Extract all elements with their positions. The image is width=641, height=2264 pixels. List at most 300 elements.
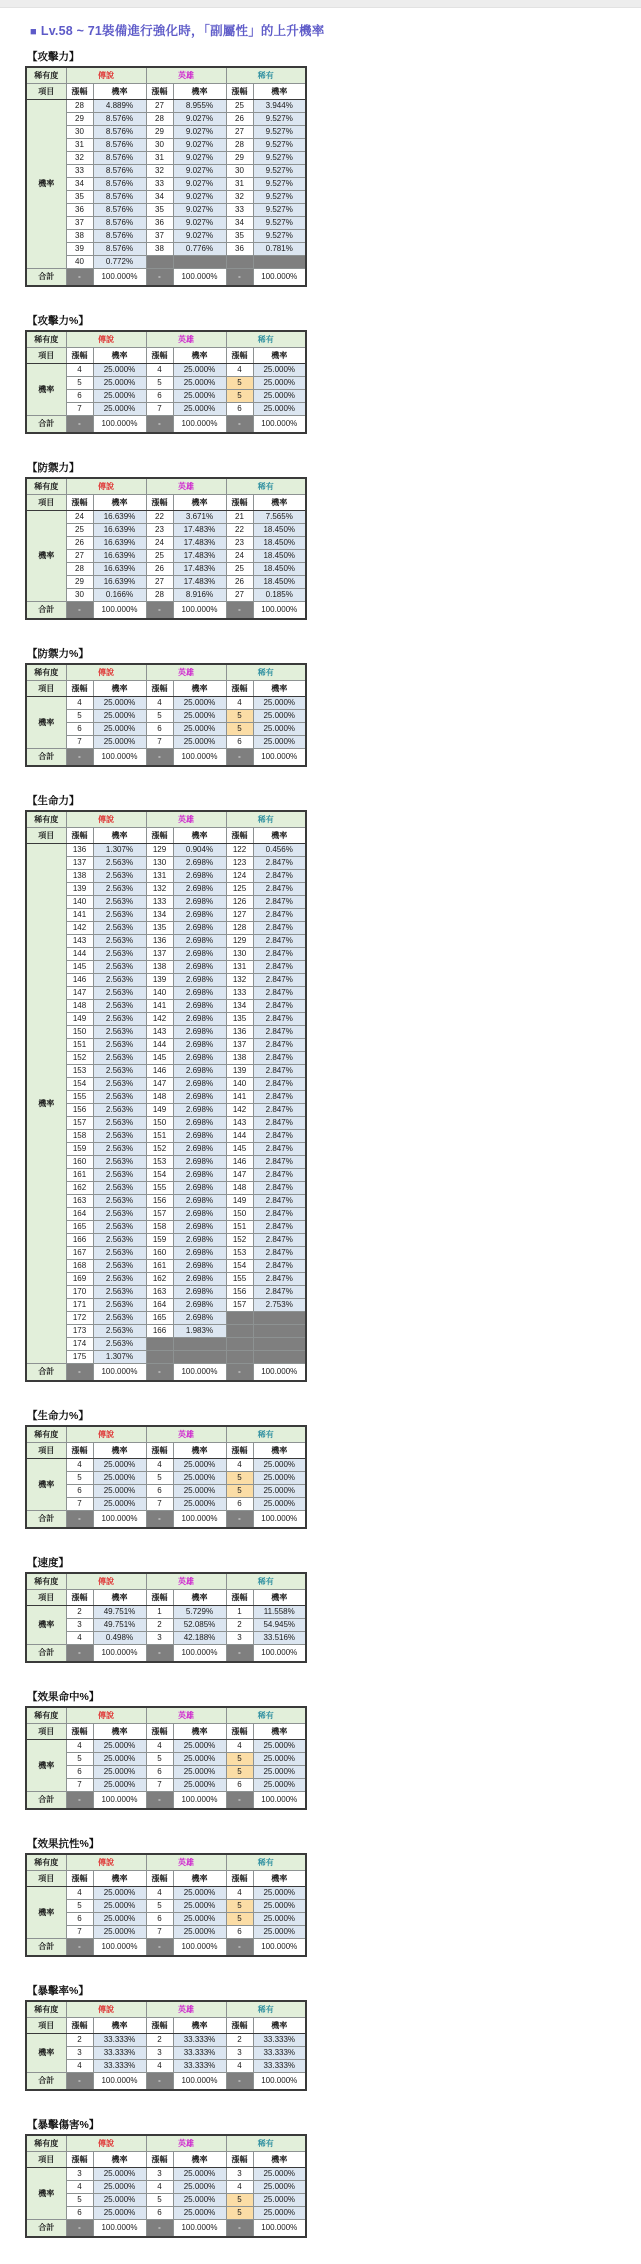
- total-value-cell: 100.000%: [253, 416, 306, 434]
- increase-cell: 3: [146, 1632, 173, 1645]
- increase-cell: 157: [66, 1117, 93, 1130]
- table-row: [26, 1247, 306, 1260]
- prob-cell: 2.698%: [173, 1234, 226, 1247]
- prob-cell: 25.000%: [173, 2194, 226, 2207]
- increase-cell: 5: [226, 1913, 253, 1926]
- increase-cell: 29: [146, 126, 173, 139]
- prob-cell: 25.000%: [93, 1900, 146, 1913]
- prob-cell: 8.576%: [93, 191, 146, 204]
- increase-col-header: 漲幅: [226, 1724, 253, 1740]
- increase-cell: 4: [226, 2181, 253, 2194]
- total-value-cell: 100.000%: [93, 1939, 146, 1957]
- prob-cell: 25.000%: [253, 2194, 306, 2207]
- rarity-header-row: [26, 2135, 306, 2152]
- prob-cell: 25.000%: [93, 710, 146, 723]
- increase-cell: 154: [146, 1169, 173, 1182]
- increase-cell: 139: [226, 1065, 253, 1078]
- table-row: [26, 100, 306, 113]
- stat-section: [25, 793, 641, 1382]
- prob-cell: 25.000%: [173, 2181, 226, 2194]
- prob-cell: 2.563%: [93, 896, 146, 909]
- empty-cell: [253, 1325, 306, 1338]
- table-row: [26, 736, 306, 749]
- increase-cell: 35: [146, 204, 173, 217]
- increase-col-header: 漲幅: [226, 828, 253, 844]
- increase-cell: 147: [66, 987, 93, 1000]
- total-dash-cell: -: [66, 749, 93, 767]
- prob-cell: 25.000%: [93, 2194, 146, 2207]
- prob-cell: 9.027%: [173, 191, 226, 204]
- section-title: 【效果命中%】: [27, 1691, 100, 1703]
- prob-cell: 2.698%: [173, 1104, 226, 1117]
- increase-col-header: 漲幅: [226, 681, 253, 697]
- table-row: [26, 922, 306, 935]
- increase-cell: 154: [66, 1078, 93, 1091]
- section-title: 【防禦力】: [27, 462, 80, 474]
- table-row: [26, 2060, 306, 2073]
- total-dash-cell: -: [66, 1792, 93, 1810]
- rarity-name-cell: 稀有: [226, 2135, 306, 2152]
- prob-cell: 2.698%: [173, 1260, 226, 1273]
- stat-section: [25, 49, 641, 287]
- prob-cell: 2.563%: [93, 1078, 146, 1091]
- prob-cell: 2.847%: [253, 1000, 306, 1013]
- rarity-name-cell: 稀有: [226, 1707, 306, 1724]
- prob-cell: 2.563%: [93, 1182, 146, 1195]
- increase-cell: 138: [226, 1052, 253, 1065]
- prob-cell: 2.847%: [253, 1195, 306, 1208]
- prob-cell: 2.563%: [93, 1299, 146, 1312]
- prob-cell: 5.729%: [173, 1606, 226, 1619]
- table-row: [26, 987, 306, 1000]
- increase-cell: 137: [66, 857, 93, 870]
- increase-cell: 136: [226, 1026, 253, 1039]
- prob-cell: 2.847%: [253, 1013, 306, 1026]
- total-label-cell: 合計: [26, 2073, 66, 2091]
- prob-cell: 2.847%: [253, 935, 306, 948]
- increase-cell: 135: [146, 922, 173, 935]
- prob-col-header: 機率: [173, 348, 226, 364]
- total-row: [26, 602, 306, 620]
- prob-col-header: 機率: [253, 84, 306, 100]
- increase-cell: 142: [146, 1013, 173, 1026]
- increase-cell: 5: [146, 2194, 173, 2207]
- prob-cell: 9.527%: [253, 191, 306, 204]
- prob-cell: 33.333%: [253, 2060, 306, 2073]
- column-header-row: [26, 828, 306, 844]
- prob-cell: 25.000%: [173, 1459, 226, 1472]
- increase-cell: 25: [226, 100, 253, 113]
- prob-cell: 25.000%: [253, 736, 306, 749]
- table-row: [26, 1221, 306, 1234]
- increase-cell: 5: [226, 377, 253, 390]
- increase-cell: 149: [146, 1104, 173, 1117]
- prob-cell: 25.000%: [173, 710, 226, 723]
- increase-cell: 5: [66, 1472, 93, 1485]
- prob-cell: 2.847%: [253, 1169, 306, 1182]
- table-row: [26, 1286, 306, 1299]
- increase-cell: 26: [66, 537, 93, 550]
- increase-cell: 4: [146, 1459, 173, 1472]
- total-label-cell: 合計: [26, 416, 66, 434]
- increase-cell: 148: [226, 1182, 253, 1195]
- increase-cell: 5: [226, 1472, 253, 1485]
- prob-row-label: 機率: [26, 1740, 66, 1792]
- table-row: [26, 896, 306, 909]
- prob-cell: 2.847%: [253, 1182, 306, 1195]
- prob-cell: 8.576%: [93, 126, 146, 139]
- increase-cell: 158: [66, 1130, 93, 1143]
- increase-cell: 5: [66, 377, 93, 390]
- prob-col-header: 機率: [173, 681, 226, 697]
- prob-cell: 25.000%: [93, 1779, 146, 1792]
- increase-cell: 132: [226, 974, 253, 987]
- rarity-name-cell: 稀有: [226, 811, 306, 828]
- increase-cell: 160: [66, 1156, 93, 1169]
- prob-cell: 2.847%: [253, 1052, 306, 1065]
- item-header-cell: 項目: [26, 495, 66, 511]
- increase-cell: 1: [146, 1606, 173, 1619]
- prob-cell: 2.698%: [173, 1078, 226, 1091]
- table-row: [26, 710, 306, 723]
- increase-cell: 33: [226, 204, 253, 217]
- total-label-cell: 合計: [26, 1364, 66, 1382]
- increase-cell: 5: [226, 723, 253, 736]
- increase-col-header: 漲幅: [66, 84, 93, 100]
- increase-col-header: 漲幅: [146, 2152, 173, 2168]
- rarity-name-cell: 英雄: [146, 811, 226, 828]
- rarity-header-row: [26, 1426, 306, 1443]
- section-title: 【生命力%】: [27, 1410, 89, 1422]
- increase-cell: 154: [226, 1260, 253, 1273]
- total-value-cell: 100.000%: [173, 2073, 226, 2091]
- increase-cell: 30: [146, 139, 173, 152]
- prob-cell: 25.000%: [173, 736, 226, 749]
- increase-cell: 29: [226, 152, 253, 165]
- total-dash-cell: -: [226, 1364, 253, 1382]
- total-dash-cell: -: [226, 416, 253, 434]
- increase-cell: 40: [66, 256, 93, 269]
- increase-cell: 30: [66, 126, 93, 139]
- empty-cell: [226, 1351, 253, 1364]
- stat-section: [25, 313, 641, 434]
- prob-col-header: 機率: [93, 495, 146, 511]
- increase-cell: 137: [146, 948, 173, 961]
- prob-cell: 9.027%: [173, 126, 226, 139]
- prob-col-header: 機率: [253, 828, 306, 844]
- prob-cell: 16.639%: [93, 563, 146, 576]
- prob-cell: 25.000%: [253, 390, 306, 403]
- prob-cell: 2.563%: [93, 987, 146, 1000]
- increase-cell: 6: [146, 1913, 173, 1926]
- prob-cell: 17.483%: [173, 524, 226, 537]
- increase-cell: 27: [66, 550, 93, 563]
- probability-table: [25, 1706, 307, 1810]
- prob-cell: 8.576%: [93, 178, 146, 191]
- increase-cell: 5: [146, 377, 173, 390]
- increase-cell: 7: [146, 403, 173, 416]
- prob-cell: 25.000%: [253, 1753, 306, 1766]
- prob-cell: 2.563%: [93, 1169, 146, 1182]
- increase-cell: 4: [66, 2060, 93, 2073]
- prob-cell: 9.527%: [253, 178, 306, 191]
- prob-col-header: 機率: [173, 1590, 226, 1606]
- increase-cell: 4: [66, 697, 93, 710]
- prob-cell: 2.563%: [93, 974, 146, 987]
- prob-cell: 33.516%: [253, 1632, 306, 1645]
- table-row: [26, 883, 306, 896]
- prob-row-label: 機率: [26, 1887, 66, 1939]
- total-value-cell: 100.000%: [253, 1939, 306, 1957]
- rarity-name-cell: 傳說: [66, 2135, 146, 2152]
- table-row: [26, 1338, 306, 1351]
- prob-col-header: 機率: [93, 1871, 146, 1887]
- prob-cell: 9.027%: [173, 113, 226, 126]
- prob-row-label: 機率: [26, 2034, 66, 2073]
- prob-col-header: 機率: [253, 2018, 306, 2034]
- table-row: [26, 139, 306, 152]
- column-header-row: [26, 348, 306, 364]
- total-row: [26, 749, 306, 767]
- prob-cell: 33.333%: [173, 2060, 226, 2073]
- increase-cell: 4: [146, 2060, 173, 2073]
- increase-cell: 4: [226, 697, 253, 710]
- table-row: [26, 2034, 306, 2047]
- total-dash-cell: -: [146, 269, 173, 287]
- increase-cell: 39: [66, 243, 93, 256]
- prob-cell: 25.000%: [253, 1766, 306, 1779]
- prob-cell: 2.563%: [93, 961, 146, 974]
- prob-cell: 25.000%: [173, 697, 226, 710]
- increase-cell: 5: [226, 710, 253, 723]
- prob-col-header: 機率: [253, 2152, 306, 2168]
- total-dash-cell: -: [146, 602, 173, 620]
- increase-cell: 2: [66, 1606, 93, 1619]
- table-row: [26, 230, 306, 243]
- increase-cell: 4: [226, 1740, 253, 1753]
- rarity-header-cell: 稀有度: [26, 1426, 66, 1443]
- table-row: [26, 974, 306, 987]
- table-row: [26, 126, 306, 139]
- increase-cell: 6: [146, 1766, 173, 1779]
- column-header-row: [26, 2018, 306, 2034]
- prob-cell: 54.945%: [253, 1619, 306, 1632]
- table-row: [26, 2047, 306, 2060]
- prob-col-header: 機率: [173, 495, 226, 511]
- column-header-row: [26, 681, 306, 697]
- increase-cell: 6: [66, 1913, 93, 1926]
- prob-cell: 2.698%: [173, 1130, 226, 1143]
- prob-cell: 16.639%: [93, 511, 146, 524]
- prob-cell: 2.847%: [253, 909, 306, 922]
- increase-cell: 157: [146, 1208, 173, 1221]
- prob-cell: 2.847%: [253, 1104, 306, 1117]
- total-value-cell: 100.000%: [173, 1511, 226, 1529]
- title-bullet-icon: ■: [30, 26, 37, 38]
- empty-cell: [253, 256, 306, 269]
- total-value-cell: 100.000%: [173, 269, 226, 287]
- increase-cell: 142: [226, 1104, 253, 1117]
- rarity-header-row: [26, 1573, 306, 1590]
- probability-table: [25, 1853, 307, 1957]
- prob-cell: 2.847%: [253, 1065, 306, 1078]
- increase-cell: 37: [66, 217, 93, 230]
- prob-cell: 0.781%: [253, 243, 306, 256]
- total-row: [26, 269, 306, 287]
- prob-cell: 25.000%: [173, 1740, 226, 1753]
- total-value-cell: 100.000%: [253, 2220, 306, 2238]
- prob-cell: 2.563%: [93, 1052, 146, 1065]
- prob-cell: 2.563%: [93, 1234, 146, 1247]
- prob-cell: 9.027%: [173, 165, 226, 178]
- probability-table: [25, 2134, 307, 2238]
- prob-cell: 25.000%: [173, 2168, 226, 2181]
- prob-cell: 2.698%: [173, 1312, 226, 1325]
- total-dash-cell: -: [146, 1792, 173, 1810]
- increase-cell: 163: [146, 1286, 173, 1299]
- increase-col-header: 漲幅: [226, 1590, 253, 1606]
- rarity-name-cell: 傳說: [66, 331, 146, 348]
- increase-cell: 7: [146, 736, 173, 749]
- increase-cell: 23: [226, 537, 253, 550]
- prob-cell: 2.847%: [253, 1286, 306, 1299]
- increase-cell: 144: [66, 948, 93, 961]
- table-row: [26, 1485, 306, 1498]
- increase-cell: 6: [146, 1485, 173, 1498]
- section-title: 【暴擊率%】: [27, 1985, 89, 1997]
- increase-cell: 129: [226, 935, 253, 948]
- rarity-name-cell: 英雄: [146, 1854, 226, 1871]
- total-dash-cell: -: [226, 1645, 253, 1663]
- prob-cell: 2.847%: [253, 1221, 306, 1234]
- increase-cell: 35: [226, 230, 253, 243]
- prob-cell: 25.000%: [253, 1485, 306, 1498]
- column-header-row: [26, 2152, 306, 2168]
- table-row: [26, 1887, 306, 1900]
- table-row: [26, 909, 306, 922]
- total-label-cell: 合計: [26, 1645, 66, 1663]
- prob-cell: 25.000%: [93, 1459, 146, 1472]
- prob-cell: 2.563%: [93, 1091, 146, 1104]
- prob-cell: 16.639%: [93, 524, 146, 537]
- total-value-cell: 100.000%: [253, 2073, 306, 2091]
- increase-cell: 28: [66, 100, 93, 113]
- increase-cell: 145: [146, 1052, 173, 1065]
- prob-cell: 25.000%: [173, 1779, 226, 1792]
- increase-cell: 132: [146, 883, 173, 896]
- total-label-cell: 合計: [26, 749, 66, 767]
- section-title: 【效果抗性%】: [27, 1838, 100, 1850]
- prob-col-header: 機率: [173, 828, 226, 844]
- increase-cell: 165: [66, 1221, 93, 1234]
- prob-cell: 0.904%: [173, 844, 226, 857]
- total-value-cell: 100.000%: [93, 749, 146, 767]
- increase-cell: 159: [146, 1234, 173, 1247]
- section-title: 【速度】: [27, 1557, 69, 1569]
- increase-cell: 131: [226, 961, 253, 974]
- increase-cell: 157: [226, 1299, 253, 1312]
- empty-cell: [226, 1325, 253, 1338]
- prob-cell: 25.000%: [253, 1740, 306, 1753]
- increase-cell: 161: [146, 1260, 173, 1273]
- increase-cell: 3: [146, 2168, 173, 2181]
- rarity-header-row: [26, 664, 306, 681]
- increase-cell: 28: [66, 563, 93, 576]
- increase-cell: 3: [66, 1619, 93, 1632]
- total-label-cell: 合計: [26, 269, 66, 287]
- prob-cell: 25.000%: [93, 1887, 146, 1900]
- increase-cell: 140: [66, 896, 93, 909]
- rarity-header-cell: 稀有度: [26, 1573, 66, 1590]
- prob-cell: 8.916%: [173, 589, 226, 602]
- stat-section: [25, 2117, 641, 2238]
- increase-cell: 174: [66, 1338, 93, 1351]
- increase-cell: 152: [66, 1052, 93, 1065]
- table-row: [26, 1273, 306, 1286]
- prob-cell: 9.027%: [173, 152, 226, 165]
- prob-col-header: 機率: [173, 1724, 226, 1740]
- total-label-cell: 合計: [26, 1792, 66, 1810]
- total-value-cell: 100.000%: [93, 1645, 146, 1663]
- prob-cell: 49.751%: [93, 1619, 146, 1632]
- increase-cell: 141: [146, 1000, 173, 1013]
- prob-col-header: 機率: [93, 828, 146, 844]
- total-value-cell: 100.000%: [253, 602, 306, 620]
- column-header-row: [26, 1443, 306, 1459]
- increase-cell: 32: [146, 165, 173, 178]
- prob-cell: 8.576%: [93, 217, 146, 230]
- total-value-cell: 100.000%: [253, 1645, 306, 1663]
- prob-cell: 25.000%: [93, 736, 146, 749]
- prob-col-header: 機率: [253, 348, 306, 364]
- prob-row-label: 機率: [26, 844, 66, 1364]
- increase-cell: 166: [146, 1325, 173, 1338]
- prob-cell: 33.333%: [93, 2060, 146, 2073]
- prob-cell: 9.527%: [253, 152, 306, 165]
- prob-cell: 25.000%: [173, 1753, 226, 1766]
- total-dash-cell: -: [66, 1939, 93, 1957]
- increase-cell: 25: [226, 563, 253, 576]
- table-row: [26, 1619, 306, 1632]
- prob-cell: 0.185%: [253, 589, 306, 602]
- increase-cell: 4: [146, 697, 173, 710]
- increase-col-header: 漲幅: [226, 2018, 253, 2034]
- increase-col-header: 漲幅: [226, 84, 253, 100]
- prob-cell: 2.847%: [253, 1026, 306, 1039]
- increase-col-header: 漲幅: [66, 681, 93, 697]
- prob-cell: 25.000%: [253, 1926, 306, 1939]
- total-value-cell: 100.000%: [93, 1792, 146, 1810]
- total-dash-cell: -: [66, 2073, 93, 2091]
- table-row: [26, 1143, 306, 1156]
- prob-cell: 25.000%: [93, 403, 146, 416]
- probability-table: [25, 66, 307, 287]
- total-dash-cell: -: [146, 2220, 173, 2238]
- total-dash-cell: -: [226, 269, 253, 287]
- total-value-cell: 100.000%: [173, 1364, 226, 1382]
- increase-cell: 38: [66, 230, 93, 243]
- increase-cell: 6: [66, 723, 93, 736]
- rarity-name-cell: 傳說: [66, 2001, 146, 2018]
- rarity-header-cell: 稀有度: [26, 331, 66, 348]
- prob-row-label: 機率: [26, 1459, 66, 1511]
- prob-cell: 2.847%: [253, 922, 306, 935]
- table-row: [26, 1078, 306, 1091]
- prob-col-header: 機率: [173, 1871, 226, 1887]
- prob-cell: 52.085%: [173, 1619, 226, 1632]
- rarity-name-cell: 傳說: [66, 1573, 146, 1590]
- total-row: [26, 416, 306, 434]
